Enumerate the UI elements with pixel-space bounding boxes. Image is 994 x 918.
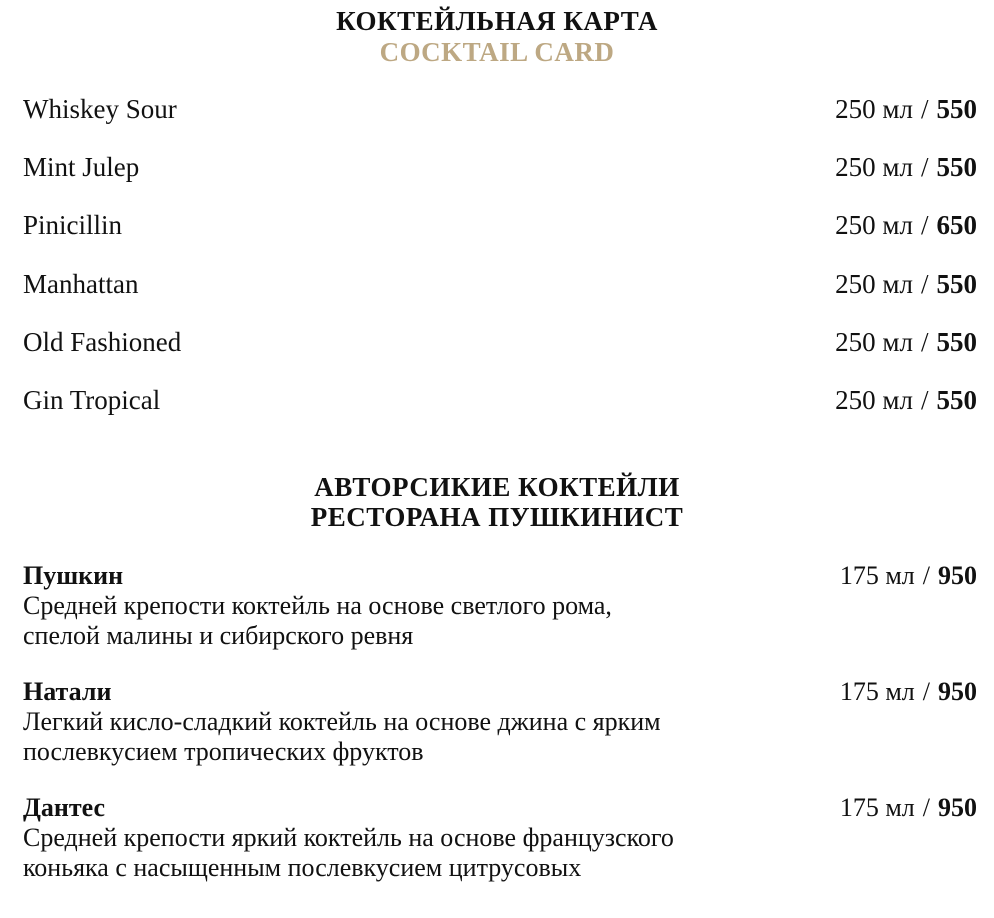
description-line: Легкий кисло-сладкий коктейль на основе джина с ярким	[23, 707, 661, 736]
price-separator: /	[920, 94, 929, 124]
description-line: послевкусием тропических фруктов	[23, 737, 424, 766]
menu-item-price	[835, 207, 977, 243]
menu-title-ru: КОКТЕЙЛЬНАЯ КАРТА	[336, 6, 658, 36]
menu-item-price	[835, 149, 977, 185]
menu-item-row	[23, 149, 977, 185]
price-separator: /	[920, 327, 929, 357]
description-line: коньяка с насыщенным послевкусием цитрусовых	[23, 853, 582, 882]
menu-item-row	[23, 324, 977, 360]
description-line: спелой малины и сибирского ревня	[23, 621, 414, 650]
menu-item-name: Pinicillin	[23, 210, 123, 240]
signature-item-volume: 175 мл	[839, 793, 915, 822]
menu-item-cost: 550	[936, 385, 977, 415]
menu-item-volume: 250 мл	[835, 385, 913, 415]
description-line: Средней крепости яркий коктейль на основе французского	[23, 823, 674, 852]
signature-title-line-2: РЕСТОРАНА ПУШКИНИСТ	[310, 502, 684, 532]
signature-item-name: Натали	[23, 677, 112, 706]
menu-item-name: Whiskey Sour	[23, 94, 177, 124]
menu-item-name: Mint Julep	[23, 152, 140, 182]
menu-item-price	[835, 266, 977, 302]
menu-item-price	[835, 382, 977, 418]
menu-item-price	[835, 324, 977, 360]
menu-item-price	[835, 91, 977, 127]
signature-title-line-1: АВТОРСИКИЕ КОКТЕЙЛИ	[314, 472, 680, 502]
signature-item-cost: 950	[938, 677, 977, 706]
menu-item-volume: 250 мл	[835, 94, 913, 124]
signature-item-price	[840, 561, 977, 591]
price-separator: /	[920, 152, 929, 182]
menu-item-cost: 550	[936, 269, 977, 299]
price-separator: /	[920, 210, 929, 240]
signature-item-name: Пушкин	[23, 561, 124, 590]
menu-item-row	[23, 382, 977, 418]
menu-item-name: Gin Tropical	[23, 385, 161, 415]
price-separator: /	[922, 793, 930, 822]
menu-item-cost: 550	[936, 94, 977, 124]
signature-item-price	[840, 677, 977, 707]
menu-item-volume: 250 мл	[835, 152, 913, 182]
signature-item-volume: 175 мл	[839, 561, 915, 590]
menu-item-name: Old Fashioned	[23, 327, 182, 357]
menu-item-cost: 550	[936, 327, 977, 357]
menu-item-name: Manhattan	[23, 269, 139, 299]
signature-item-description	[23, 707, 803, 767]
menu-item-row	[23, 207, 977, 243]
menu-item-volume: 250 мл	[835, 210, 913, 240]
description-line: Средней крепости коктейль на основе светлого рома,	[23, 591, 612, 620]
signature-item-description	[23, 591, 803, 651]
signature-item-name: Дантес	[23, 793, 106, 822]
signature-item-volume: 175 мл	[839, 677, 915, 706]
menu-title-en: COCKTAIL CARD	[379, 37, 615, 67]
menu-item-row	[23, 91, 977, 127]
menu-item-cost: 650	[936, 210, 977, 240]
signature-item	[23, 793, 977, 883]
menu-item-volume: 250 мл	[835, 327, 913, 357]
signature-item-description	[23, 823, 803, 883]
signature-item-price	[840, 793, 977, 823]
menu-item-volume: 250 мл	[835, 269, 913, 299]
menu-item-row	[23, 266, 977, 302]
signature-item-cost: 950	[938, 793, 977, 822]
signature-item-cost: 950	[938, 561, 977, 590]
price-separator: /	[920, 385, 929, 415]
signature-section-title	[0, 472, 994, 532]
menu-item-cost: 550	[936, 152, 977, 182]
signature-item	[23, 561, 977, 651]
signature-item	[23, 677, 977, 767]
price-separator: /	[922, 677, 930, 706]
price-separator: /	[920, 269, 929, 299]
price-separator: /	[922, 561, 930, 590]
